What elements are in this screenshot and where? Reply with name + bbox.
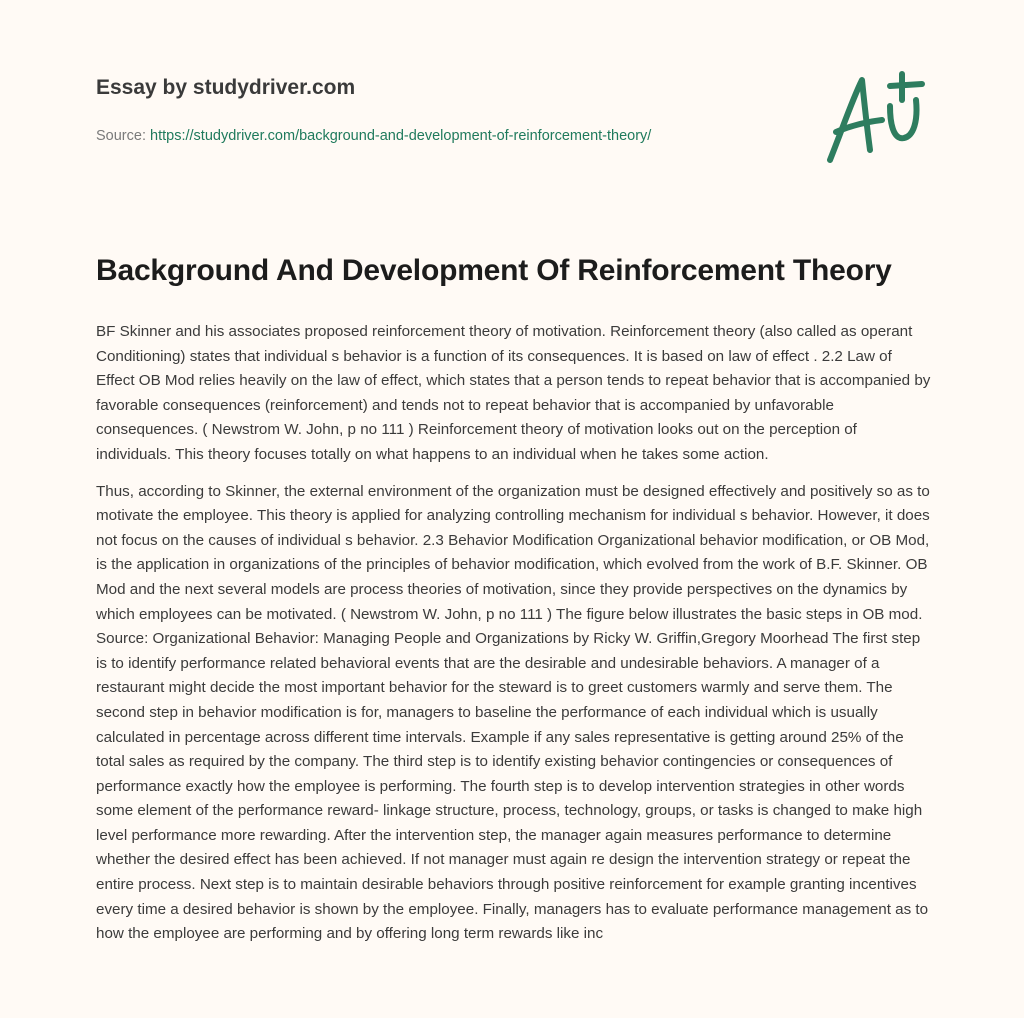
article-title: Background And Development Of Reinforcement Theory (96, 254, 892, 287)
source-label: Source: (96, 128, 146, 144)
source-line (96, 128, 936, 144)
article-body (96, 320, 932, 959)
article-paragraph: Thus, according to Skinner, the external environment of the organization must be designed effectively and positively so as to motivate the employee. This theory is applied for analyzing controlling mechanism for individual s behavior. However, it does not focus on the causes of individual s behavior. 2.3 Behavior Modification Organizational behavior modification, or OB Mod, is the application in organizations of the principles of behavior modification, which evolved from the work of B.F. Skinner. OB Mod and the next several models are process theories of motivation, since they provide perspectives on the dynamics by which employees can be motivated. ( Newstrom W. John, p no 111 ) The figure below illustrates the basic steps in OB mod. Source: Organizational Behavior: Managing People and Organizations by Ricky W. Griffin,Gregory Moorhead The first step is to identify performance related behavioral events that are the desirable and undesirable behaviors. A manager of a restaurant might decide the most important behavior for the steward is to greet customers warmly and serve them. The second step in behavior modification is for, managers to baseline the performance of each individual which is usually calculated in percentage across different time intervals. Example if any sales representative is getting around 25% of the total sales as required by the company. The third step is to identify existing behavior contingencies or consequences of performance exactly how the employee is performing. The fourth step is to develop intervention strategies in other words some element of the performance reward- linkage structure, process, technology, groups, or tasks is changed to make high level performance more rewarding. After the intervention step, the manager again measures performance to determine whether the desired effect has been achieved. If not manager must again re design the intervention strategy or repeat the entire process. Next step is to maintain desirable behaviors through positive reinforcement for example granting incentives every time a desired behavior is shown by the employee. Finally, managers has to evaluate performance management as to how the employee are performing and by offering long term rewards like inc (96, 482, 930, 943)
source-link[interactable]: https://studydriver.com/background-and-development-of-reinforcement-theory/ (150, 128, 652, 144)
article-paragraph: BF Skinner and his associates proposed reinforcement theory of motivation. Reinforcement theory (also called as operant Conditioning) states that individual s behavior is a function of its consequences. It is based on law of effect . 2.2 Law of Effect OB Mod relies heavily on the law of effect, which states that a person tends to repeat behavior that is accompanied by favorable consequences (reinforcement) and tends not to repeat behavior that is accompanied by unfavorable consequences. ( Newstrom W. John, p no 111 ) Reinforcement theory of motivation looks out on the perception of individuals. This theory focuses totally on what happens to an individual when he takes some action. (96, 323, 931, 463)
page-header (96, 76, 936, 144)
a-plus-logo-icon (820, 70, 930, 166)
brand-title: Essay by studydriver.com (96, 76, 356, 99)
